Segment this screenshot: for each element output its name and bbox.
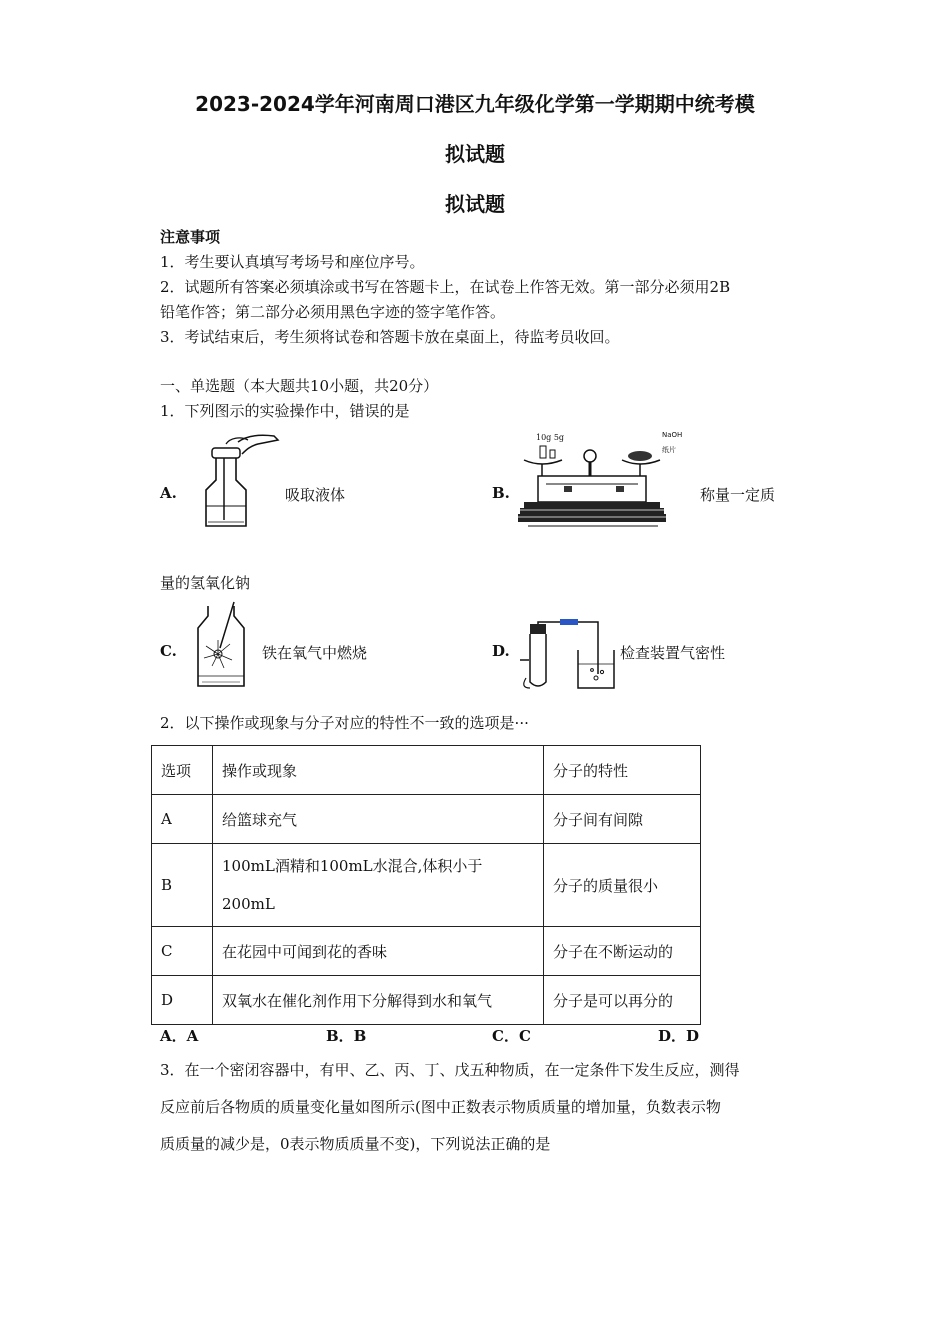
table-header-row	[152, 746, 701, 795]
row-property: 分子是可以再分的	[544, 976, 701, 1025]
question-1-stem: 1．下列图示的实验操作中，错误的是	[160, 402, 410, 420]
option-b-label: B.	[492, 484, 510, 502]
answer-option-c: C．C	[492, 1027, 531, 1045]
balance-illustration	[518, 428, 683, 530]
option-b-caption-cont: 量的氢氧化钠	[160, 574, 251, 592]
option-c-label: C.	[160, 642, 177, 660]
row-option: B	[152, 844, 213, 927]
option-d-label: D.	[492, 642, 510, 660]
option-d-caption: 检查装置气密性	[620, 644, 726, 662]
row-operation-line: 100mL酒精和100mL水混合,体积小于	[222, 857, 483, 875]
notice-item: 铅笔作答；第二部分必须用黑色字迹的签字笔作答。	[160, 303, 506, 321]
row-option: C	[152, 927, 213, 976]
row-property: 分子间有间隙	[544, 795, 701, 844]
airtightness-apparatus-illustration	[516, 602, 618, 692]
section-heading: 一、单选题（本大题共10小题，共20分）	[160, 377, 439, 395]
row-operation: 双氧水在催化剂作用下分解得到水和氧气	[213, 976, 544, 1025]
header-option: 选项	[152, 746, 213, 795]
row-option: A	[152, 795, 213, 844]
row-property: 分子在不断运动的	[544, 927, 701, 976]
weights-label: 10g 5g	[536, 433, 565, 442]
gas-jar-illustration	[194, 602, 250, 688]
paper-label: 纸片	[662, 446, 676, 454]
row-property: 分子的质量很小	[544, 844, 701, 927]
question-3-line: 反应前后各物质的质量变化量如图所示(图中正数表示物质质量的增加量，负数表示物	[160, 1098, 721, 1116]
page-title-cont: 拟试题	[445, 142, 505, 166]
page-subtitle: 拟试题	[445, 192, 505, 216]
notice-item: 1．考生要认真填写考场号和座位序号。	[160, 253, 425, 271]
answer-option-a: A．A	[160, 1027, 199, 1045]
row-operation: 在花园中可闻到花的香味	[213, 927, 544, 976]
header-property: 分子的特性	[544, 746, 701, 795]
question-3-line: 3．在一个密闭容器中，有甲、乙、丙、丁、戊五种物质，在一定条件下发生反应，测得	[160, 1061, 740, 1079]
answer-option-b: B．B	[326, 1027, 367, 1045]
page-title: 2023-2024学年河南周口港区九年级化学第一学期期中统考模	[195, 92, 755, 116]
table-row	[152, 795, 701, 844]
row-option: D	[152, 976, 213, 1025]
dropper-bottle-illustration	[196, 430, 286, 530]
naoh-label: NaOH	[662, 431, 683, 439]
notice-item: 3．考试结束后，考生须将试卷和答题卡放在桌面上，待监考员收回。	[160, 328, 620, 346]
q2-table	[151, 745, 701, 1025]
option-a-label: A.	[160, 484, 177, 502]
option-c-caption: 铁在氧气中燃烧	[262, 644, 368, 662]
question-3-line: 质质量的减少是，0表示物质质量不变)，下列说法正确的是	[160, 1135, 551, 1153]
row-operation-line: 200mL	[222, 895, 275, 913]
question-2-stem: 2．以下操作或现象与分子对应的特性不一致的选项是···	[160, 714, 529, 732]
row-operation: 给篮球充气	[213, 795, 544, 844]
header-operation: 操作或现象	[213, 746, 544, 795]
table-row	[152, 927, 701, 976]
notice-heading: 注意事项	[160, 228, 221, 246]
row-operation	[213, 844, 544, 927]
table-row	[152, 844, 701, 927]
notice-item: 2．试题所有答案必须填涂或书写在答题卡上，在试卷上作答无效。第一部分必须用2B	[160, 278, 731, 296]
answer-option-d: D．D	[658, 1027, 700, 1045]
option-a-caption: 吸取液体	[285, 486, 346, 504]
option-b-caption: 称量一定质	[700, 486, 776, 504]
table-row	[152, 976, 701, 1025]
